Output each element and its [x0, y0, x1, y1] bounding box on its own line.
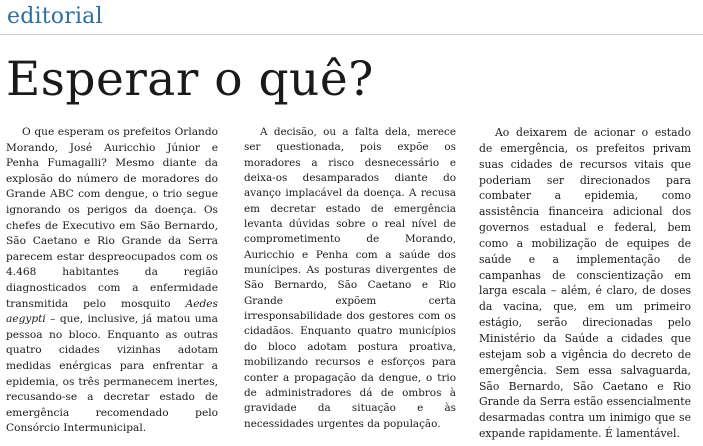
column-3-paragraph: Ao deixarem de acionar o estado de emergência, os prefeitos privam suas cidades de recursos vitais que poderiam ser direcionados para combater a epidemia, como assistência financeira adicional dos governos estadual e federal, bem como a mobilização de equipes de saúde e a implementação de campanhas de conscientização em larga escala – além, é claro, de doses da vacina, que, em um primeiro estágio, serão direcionadas pelo Ministério da Saúde a cidades que estejam sob a vigência do decreto de emergência. Sem essa salvaguarda, São Bernardo, São Caetano e Rio Grande da Serra estão essencialmente desarmadas contra um inimigo que se expande rapidamente. É lamentável.: [479, 126, 691, 441]
column-1: [6, 125, 218, 437]
divider: [0, 34, 703, 35]
column-1-italic: Aedes aegypti: [6, 297, 218, 326]
column-3: [479, 125, 691, 442]
headline: Esperar o quê?: [6, 52, 374, 107]
column-1-text-after: – que, inclusive, já matou uma pessoa no bloco. Enquanto as outras quatro cidades vizinhas adotam medidas enérgicas para enfrentar a epidemia, os três permanecem inertes, recusando-se a decretar estado de emergência recomendado pelo Consórcio Intermunicipal.: [6, 313, 218, 435]
column-1-text: O que esperam os prefeitos Orlando Morando, José Auricchio Júnior e Penha Fumagalli? Mesmo diante da explosão do número de moradores do Grande ABC com dengue, o trio segue ignorando os perigos da doença. Os chefes de Executivo em São Bernardo, São Caetano e Rio Grande da Serra parecem estar despreocupados com os 4.468 habitantes da região diagnosticados com a enfermidade transmitida pelo mosquito: [6, 126, 218, 310]
column-2-paragraph: A decisão, ou a falta dela, merece ser questionada, pois expõe os moradores a risco desnecessário e deixa-os desamparados diante do avanço implacável da doença. A recusa em decretar estado de emergência levanta dúvidas sobre o real nível de comprometimento de Morando, Auricchio e Penha com a saúde dos munícipes. As posturas divergentes de São Bernardo, São Caetano e Rio Grande expõem certa irresponsabilidade dos gestores com os cidadãos. Enquanto quatro municípios do bloco adotam postura proativa, mobilizando recursos e esforços para conter a propagação da dengue, o trio de administradores dá de ombros à gravidade da situação e às necessidades urgentes da população.: [244, 126, 456, 430]
column-1-paragraph: [6, 125, 218, 437]
column-2: [244, 125, 456, 432]
section-label: editorial: [7, 4, 103, 29]
